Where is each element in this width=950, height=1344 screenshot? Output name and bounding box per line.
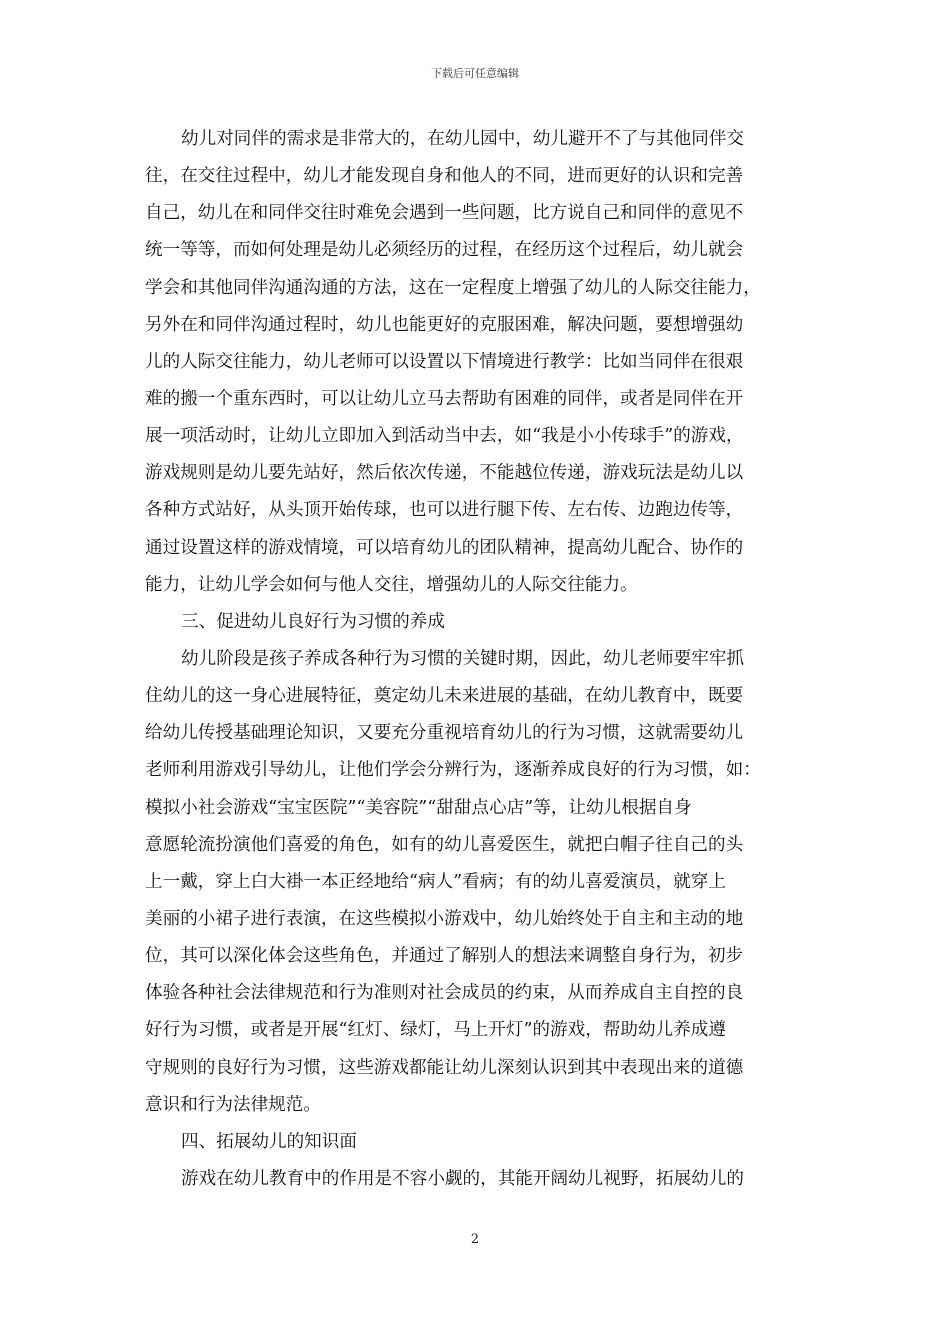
paragraph-line: 能力，让幼儿学会如何与他人交往，增强幼儿的人际交往能力。	[145, 574, 638, 595]
paragraph-line: 另外在和同伴沟通过程时，幼儿也能更好的克服困难，解决问题，要想增强幼	[145, 314, 744, 335]
paragraph-line: 幼儿阶段是孩子养成各种行为习惯的关键时期，因此，幼儿老师要牢牢抓	[181, 648, 745, 669]
paragraph-line: 老师利用游戏引导幼儿，让他们学会分辨行为，逐渐养成良好的行为习惯，如：	[145, 760, 761, 781]
page-number: 2	[470, 1232, 480, 1247]
paragraph-line: 守规则的良好行为习惯，这些游戏都能让幼儿深刻认识到其中表现出来的道德	[145, 1057, 744, 1078]
paragraph-line: 往，在交往过程中，幼儿才能发现自身和他人的不同，进而更好的认识和完善	[145, 166, 744, 187]
paragraph-line: 体验各种社会法律规范和行为准则对社会成员的约束，从而养成自主自控的良	[145, 983, 744, 1004]
paragraph-line: 上一戴，穿上白大褂一本正经地给“病人”看病；有的幼儿喜爱演员，就穿上	[145, 871, 726, 892]
paragraph-line: 模拟小社会游戏“宝宝医院”“美容院”“甜甜点心店”等，让幼儿根据自身	[145, 797, 692, 818]
paragraph-line: 意愿轮流扮演他们喜爱的角色，如有的幼儿喜爱医生，就把白帽子往自己的头	[145, 834, 744, 855]
paragraph-line: 各种方式站好，从头顶开始传球，也可以进行腿下传、左右传、边跑边传等，	[145, 500, 744, 521]
paragraph-line: 学会和其他同伴沟通沟通的方法，这在一定程度上增强了幼儿的人际交往能力，	[145, 277, 761, 298]
paragraph-line: 自己，幼儿在和同伴交往时难免会遇到一些问题，比方说自己和同伴的意见不	[145, 203, 744, 224]
paragraph-line: 美丽的小裙子进行表演，在这些模拟小游戏中，幼儿始终处于自主和主动的地	[145, 908, 744, 929]
paragraph-line: 统一等等，而如何处理是幼儿必须经历的过程，在经历这个过程后，幼儿就会	[145, 240, 744, 261]
paragraph-line: 难的搬一个重东西时，可以让幼儿立马去帮助有困难的同伴，或者是同伴在开	[145, 388, 744, 409]
document-body	[145, 121, 825, 1198]
paragraph-line: 幼儿对同伴的需求是非常大的，在幼儿园中，幼儿避开不了与其他同伴交	[181, 129, 745, 149]
paragraph-line: 游戏在幼儿教育中的作用是不容小觑的，其能开阔幼儿视野，拓展幼儿的	[181, 1168, 745, 1189]
paragraph-line: 儿的人际交往能力，幼儿老师可以设置以下情境进行教学：比如当同伴在很艰	[145, 351, 744, 372]
paragraph-line: 展一项活动时，让幼儿立即加入到活动当中去，如“我是小小传球手”的游戏，	[145, 426, 744, 447]
paragraph-line: 给幼儿传授基础理论知识，又要充分重视培育幼儿的行为习惯，这就需要幼儿	[145, 723, 744, 744]
paragraph-line: 意识和行为法律规范。	[145, 1094, 321, 1115]
paragraph-line: 住幼儿的这一身心进展特征，奠定幼儿未来进展的基础，在幼儿教育中，既要	[145, 686, 744, 707]
paragraph-line: 好行为习惯，或者是开展“红灯、绿灯，马上开灯”的游戏，帮助幼儿养成遵	[145, 1020, 726, 1041]
paragraph-line: 通过设置这样的游戏情境，可以培育幼儿的团队精神，提高幼儿配合、协作的	[145, 537, 744, 558]
paragraph-line: 位，其可以深化体会这些角色，并通过了解别人的想法来调整自身行为，初步	[145, 946, 744, 967]
section-heading: 四、拓展幼儿的知识面	[181, 1131, 357, 1152]
paragraph-line: 游戏规则是幼儿要先站好，然后依次传递，不能越位传递，游戏玩法是幼儿以	[145, 463, 744, 484]
header-note: 下载后可任意编辑	[431, 67, 519, 80]
section-heading: 三、促进幼儿良好行为习惯的养成	[181, 611, 445, 632]
